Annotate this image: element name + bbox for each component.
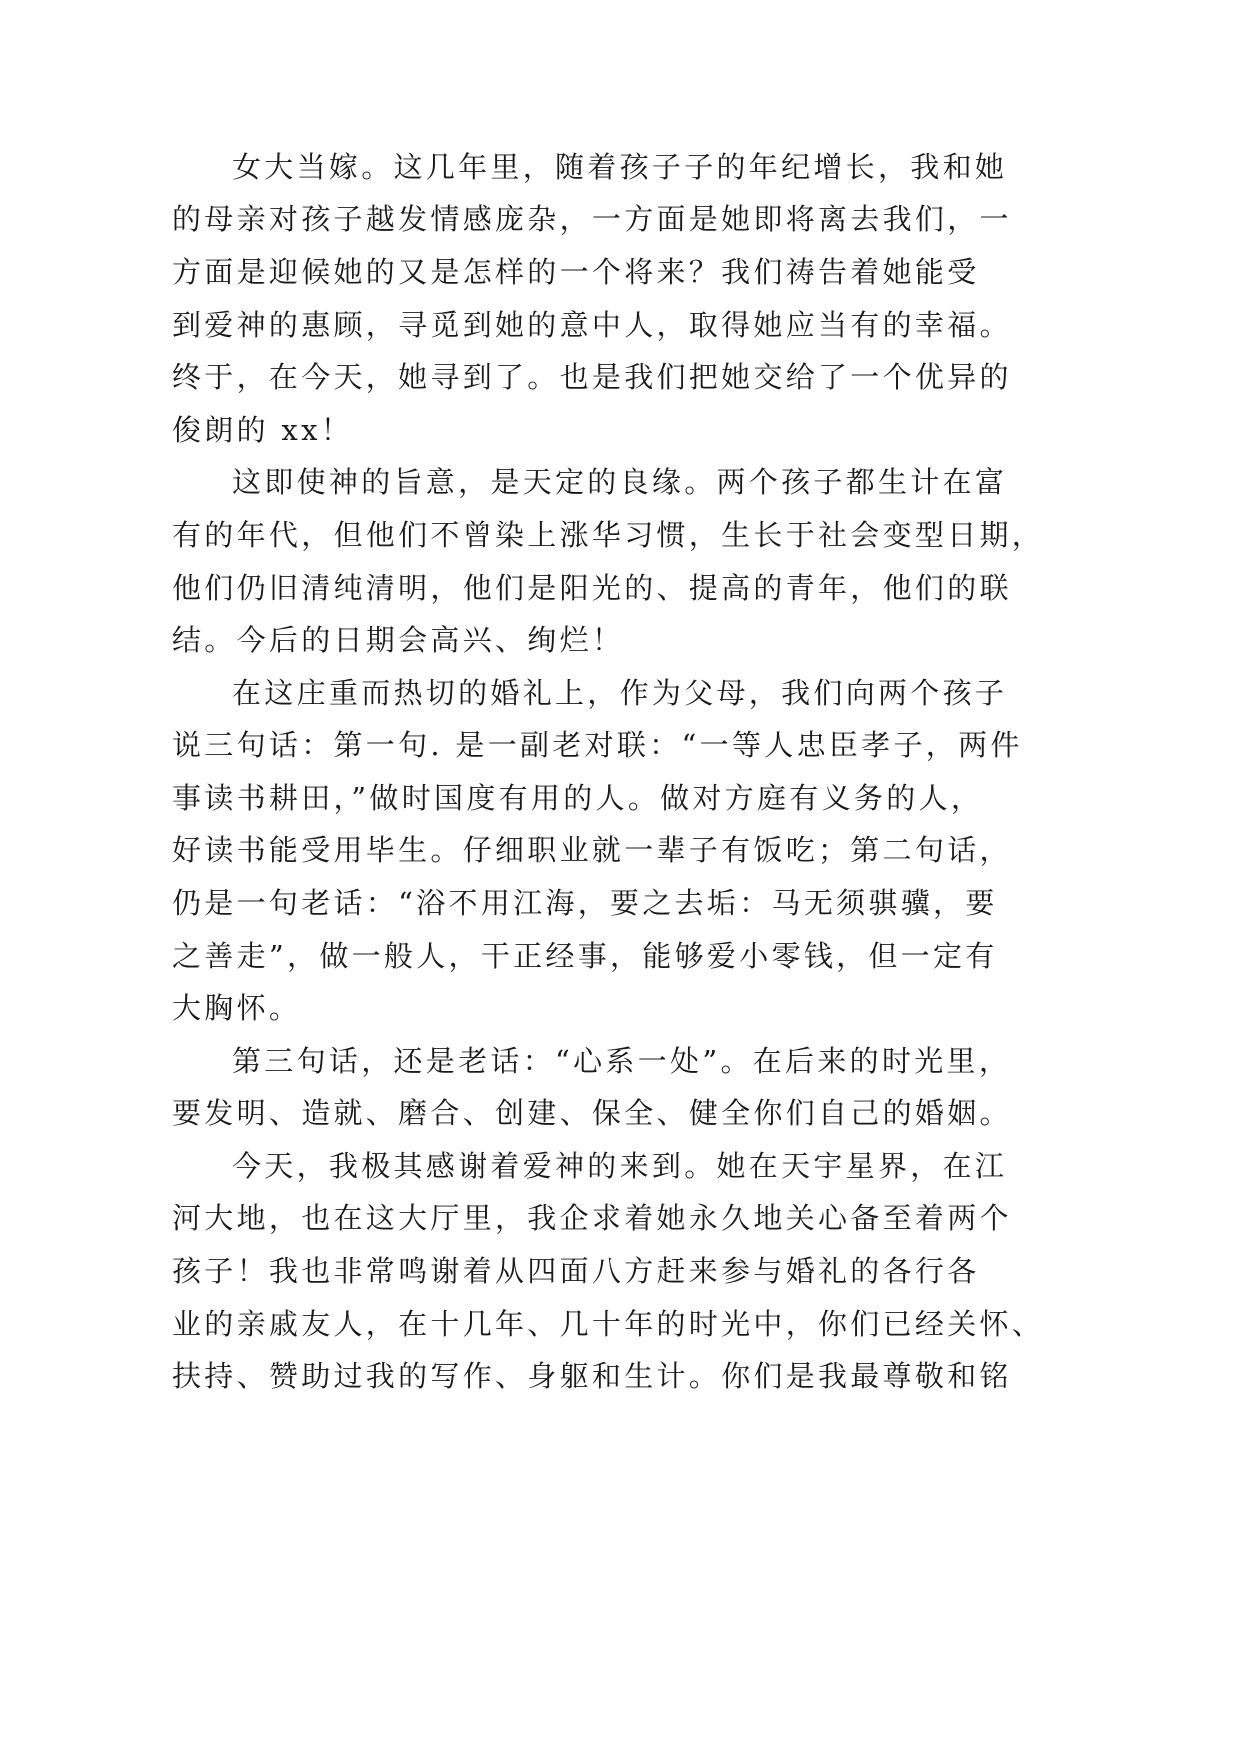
paragraph-5-line-3: 孩子！我也非常鸣谢着从四面八方赶来参与婚礼的各行各: [172, 1254, 980, 1288]
paragraph-3-line-6: 之善走”，做一般人，干正经事，能够爱小零钱，但一定有: [172, 939, 998, 973]
paragraph-4-line-2: 要发明、造就、磨合、创建、保全、健全你们自己的婚姻。: [172, 1096, 1012, 1130]
paragraph-3-line-7: 大胸怀。: [172, 991, 302, 1025]
paragraph-2-line-3: 他们仍旧清纯清明，他们是阳光的、提高的青年，他们的联: [172, 571, 1012, 605]
paragraph-3-line-3: 事读书耕田，”做时国度有用的人。做对方庭有义务的人，: [172, 781, 984, 815]
paragraph-3-line-1: 在这庄重而热切的婚礼上，作为父母，我们向两个孩子: [232, 676, 1008, 710]
paragraph-1-line-1: 女大当嫁。这几年里，随着孩子子的年纪增长，我和她: [232, 150, 1008, 184]
paragraph-5-line-1: 今天，我极其感谢着爱神的来到。她在天宇星界，在江: [232, 1149, 1008, 1183]
paragraph-1-line-3: 方面是迎候她的又是怎样的一个将来？我们祷告着她能受: [172, 255, 980, 289]
paragraph-4-line-1: 第三句话，还是老话：“心系一处”。在后来的时光里，: [232, 1044, 1012, 1078]
paragraph-2-line-2: 有的年代，但他们不曾染上涨华习惯，生长于社会变型日期，: [172, 518, 1045, 552]
paragraph-1-line-2: 的母亲对孩子越发情感庞杂，一方面是她即将离去我们，一: [172, 202, 1012, 236]
paragraph-1-line-4: 到爱神的惠顾，寻觅到她的意中人，取得她应当有的幸福。: [172, 308, 1012, 342]
paragraph-2-line-4: 结。今后的日期会高兴、绚烂！: [172, 623, 625, 657]
paragraph-3-line-5: 仍是一句老话：“浴不用江海，要之去垢：马无须骐骥，要: [172, 886, 998, 920]
paragraph-5-line-5: 扶持、赞助过我的写作、身躯和生计。你们是我最尊敬和铭: [172, 1359, 1012, 1393]
paragraph-5-line-2: 河大地，也在这大厅里，我企求着她永久地关心备至着两个: [172, 1201, 1012, 1235]
paragraph-3-line-2: 说三句话：第一句. 是一副老对联：“一等人忠臣孝子，两件: [172, 728, 1023, 762]
paragraph-1-line-6: 俊朗的 xx！: [172, 413, 354, 447]
paragraph-2-line-1: 这即使神的旨意，是天定的良缘。两个孩子都生计在富: [232, 465, 1008, 499]
paragraph-3-line-4: 好读书能受用毕生。仔细职业就一辈子有饭吃；第二句话，: [172, 833, 1012, 867]
paragraph-1-line-5: 终于，在今天，她寻到了。也是我们把她交给了一个优异的: [172, 360, 1012, 394]
paragraph-5-line-4: 业的亲戚友人，在十几年、几十年的时光中，你们已经关怀、: [172, 1307, 1045, 1341]
